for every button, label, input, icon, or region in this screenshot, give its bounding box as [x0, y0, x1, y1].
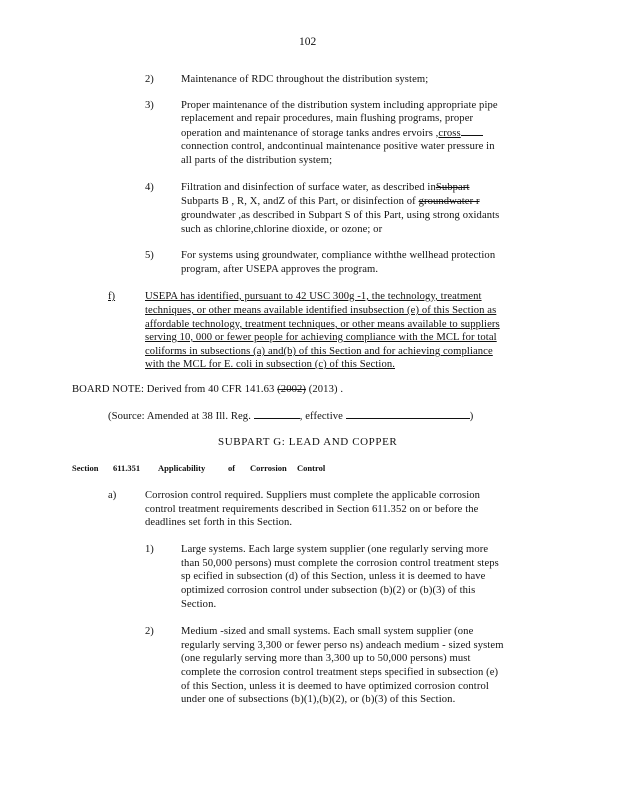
para-f-line-5: coliforms in subsections (a) and(b) of this Section and for achieving compliance — [145, 346, 493, 357]
item-number: 4) — [145, 182, 154, 193]
a1-line-5: Section. — [181, 599, 217, 610]
section-label: Section — [72, 463, 99, 473]
item-3-line-2: replacement and repair procedures, main flushing programs, proper — [181, 113, 474, 124]
item-number: 3) — [145, 100, 154, 111]
a1-line-3: sp ecified in subsection (d) of this Section, unless it is deemed to have — [181, 571, 486, 582]
blank-date — [346, 409, 470, 419]
item-number: 2) — [145, 626, 154, 637]
a2-line-1: Medium -sized and small systems. Each small system supplier (one — [181, 626, 474, 637]
a1-line-1: Large systems. Each large system supplier (one regularly serving more — [181, 544, 489, 555]
text-run: Subparts B , R, X, andZ of this Part, or disinfection of — [181, 196, 419, 207]
para-f-line-4: serving 10, 000 or fewer people for achieving compliance with the MCL for total — [145, 332, 497, 343]
item-5-line-1: For systems using groundwater, compliance withthe wellhead protection — [181, 250, 496, 261]
para-a-label: a) — [108, 490, 117, 501]
source-line — [108, 409, 473, 423]
item-number: 5) — [145, 250, 154, 261]
a2-line-2: regularly serving 3,300 or fewer perso ns) andeach medium - sized system — [181, 640, 504, 651]
a2-line-6: under one of subsections (b)(1),(b)(2), or (b)(3) of this Section. — [181, 694, 456, 705]
para-f-line-2: techniques, or other means available identified insubsection (e) of this Section as — [145, 305, 497, 316]
blank-volume — [254, 409, 300, 419]
item-number: 1) — [145, 544, 154, 555]
text-run: , effective — [299, 411, 343, 422]
item-3-line-3 — [181, 126, 483, 140]
text-run: (2013) . — [306, 384, 344, 395]
para-a-line-3: deadlines set forth in this Section. — [145, 517, 293, 528]
text-run: ) — [469, 411, 474, 422]
para-f-line-3: affordable technology, treatment techniques, or other means available to suppliers — [145, 319, 500, 330]
para-f-line-1: USEPA has identified, pursuant to 42 USC 300g -1, the technology, treatment — [145, 291, 482, 302]
item-3-line-1: Proper maintenance of the distribution system including appropriate pipe — [181, 100, 498, 111]
deleted-text: Subpart — [435, 182, 470, 193]
item-4-line-3: groundwater ,as described in Subpart S of this Part, using strong oxidants — [181, 210, 500, 221]
inserted-text: cross — [438, 128, 461, 139]
para-f-label: f) — [108, 291, 116, 302]
subpart-heading: SUBPART G: LEAD AND COPPER — [218, 436, 398, 448]
item-4-line-4: such as chlorine,chlorine dioxide, or ozone; or — [181, 224, 383, 235]
section-title-word: of — [228, 463, 236, 473]
a2-line-4: complete the corrosion control treatment steps specified in subsection (e) — [181, 667, 499, 678]
section-title-word: Control — [297, 463, 326, 473]
page-number: 102 — [299, 36, 317, 48]
item-4-line-2 — [181, 195, 480, 208]
a1-line-4: optimized corrosion control under subsection (b)(2) or (b)(3) of this — [181, 585, 476, 596]
para-a-line-2: control treatment requirements described in Section 611.352 on or before the — [145, 504, 479, 515]
item-4-line-1 — [181, 181, 470, 194]
a2-line-5: of this Section, unless it is deemed to have optimized corrosion control — [181, 681, 489, 692]
a2-line-3: (one regularly serving more than 3,300 up to 50,000 persons) must — [181, 653, 471, 664]
para-a-line-1: Corrosion control required. Suppliers must complete the applicable corrosion — [145, 490, 481, 501]
item-3-line-4: connection control, andcontinual maintenance positive water pressure in — [181, 141, 495, 152]
section-title-word: Corrosion — [250, 463, 287, 473]
board-note — [72, 383, 343, 396]
item-3-line-5: all parts of the distribution system; — [181, 155, 333, 166]
deleted-text: groundwater r — [418, 196, 480, 207]
section-number: 611.351 — [113, 463, 141, 473]
item-number: 2) — [145, 74, 154, 85]
item-5-line-2: program, after USEPA approves the program. — [181, 264, 379, 275]
item-2-line-1: Maintenance of RDC throughout the distribution system; — [181, 74, 429, 85]
a1-line-2: than 50,000 persons) must complete the corrosion control treatment steps — [181, 558, 499, 569]
text-run: BOARD NOTE: Derived from 40 CFR 141.63 — [72, 384, 278, 395]
text-run: Filtration and disinfection of surface water, as described in — [181, 182, 436, 193]
text-run: (Source: Amended at 38 Ill. Reg. — [108, 411, 251, 422]
para-f-line-6: with the MCL for E. coli in subsection (c) of this Section. — [145, 359, 396, 370]
text-run: operation and maintenance of storage tanks andres ervoirs , — [181, 128, 439, 139]
deleted-text: (2002) — [277, 384, 307, 395]
insertion-underline — [461, 126, 483, 136]
section-title-word: Applicability — [158, 463, 206, 473]
